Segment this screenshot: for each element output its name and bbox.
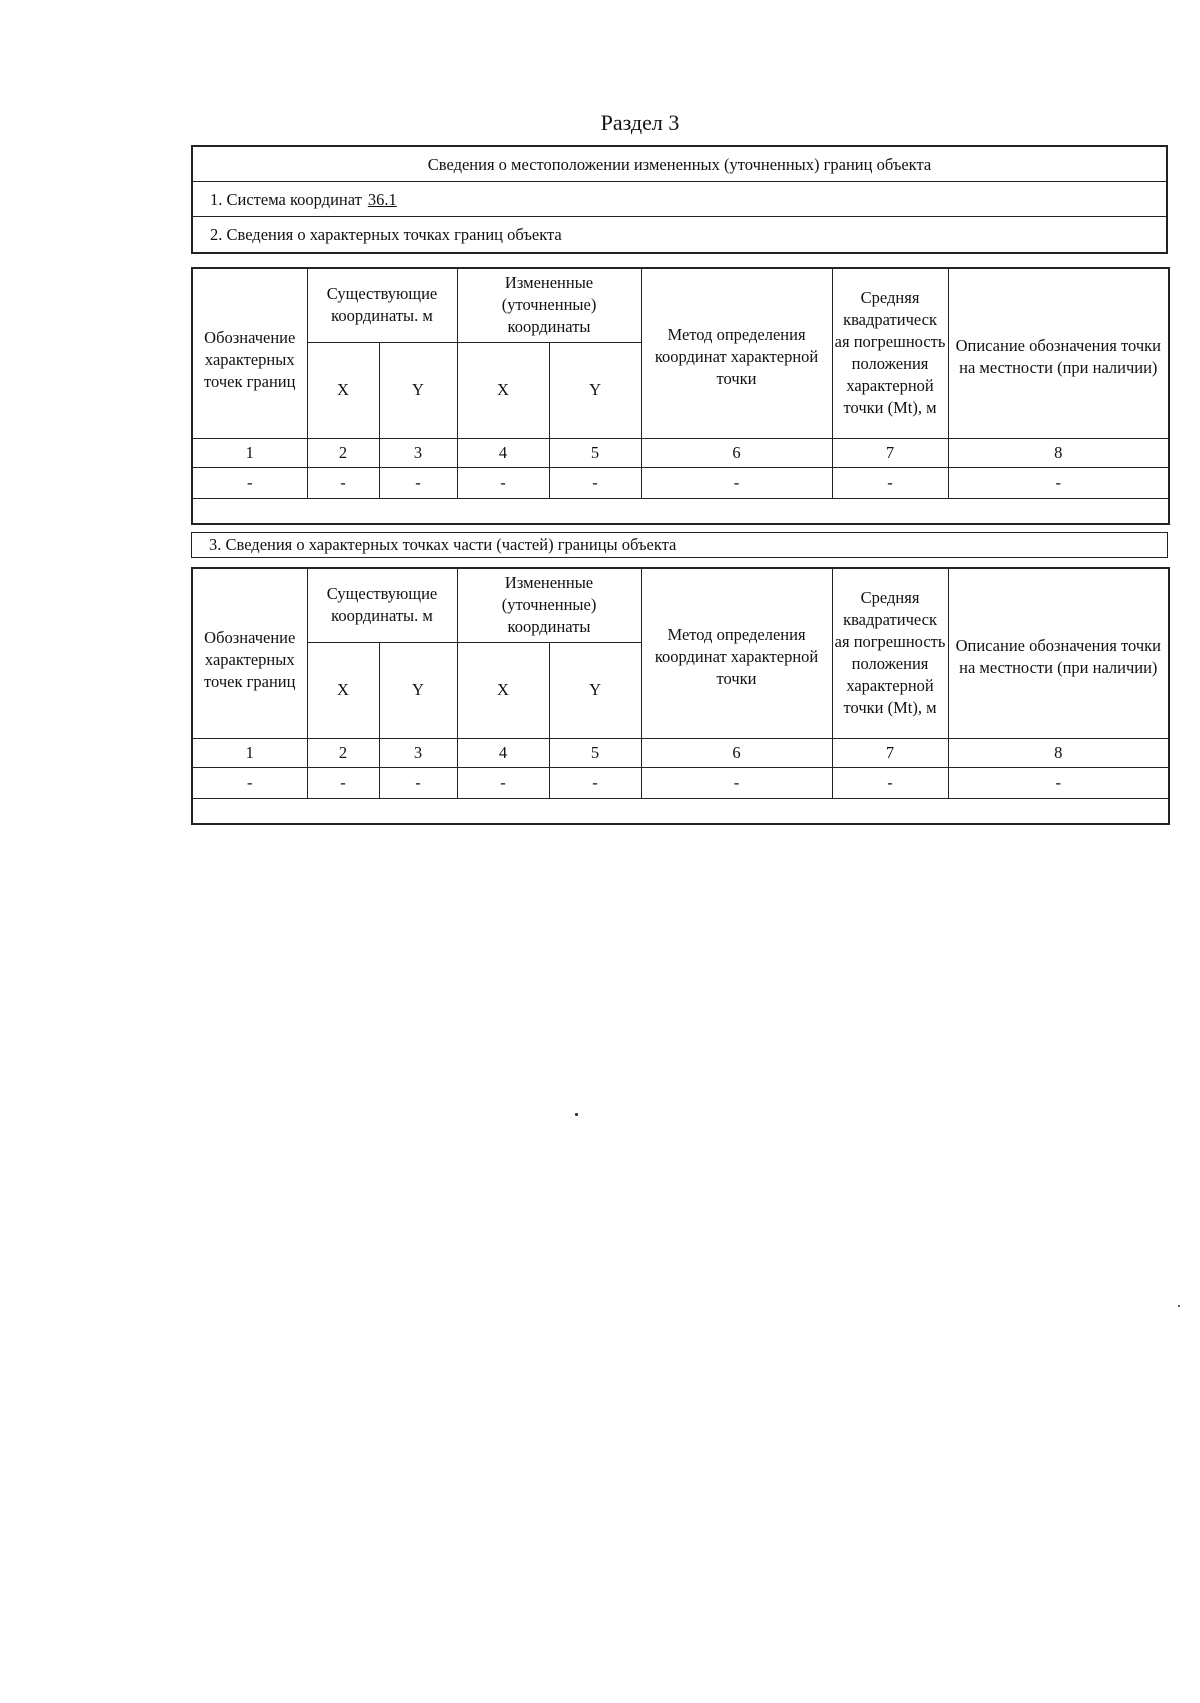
col-changed: Измененные (уточненные) координаты <box>457 568 641 642</box>
table-cell: - <box>641 767 832 798</box>
empty-cell <box>192 798 1169 824</box>
col-existing-y: Y <box>379 642 457 738</box>
table-cell: - <box>307 467 379 498</box>
table-cell: - <box>832 767 948 798</box>
col-changed-x: X <box>457 642 549 738</box>
empty-row <box>192 798 1169 824</box>
col-method: Метод определения координат характерной точки <box>641 268 832 438</box>
column-number: 2 <box>307 438 379 467</box>
part-points-title: 3. Сведения о характерных точках части (частей) границы объекта <box>191 532 1168 558</box>
col-changed-y: Y <box>549 342 641 438</box>
col-changed-y: Y <box>549 642 641 738</box>
col-existing: Существующие координаты. м <box>307 268 457 342</box>
boundary-points-table <box>191 267 1170 525</box>
col-error: Средняя квадратическ ая погрешность положения характерной точки (Mt), м <box>832 268 948 438</box>
table-row <box>192 767 1169 798</box>
coord-system-value: 36.1 <box>367 190 397 209</box>
column-number: 4 <box>457 738 549 767</box>
column-number: 1 <box>192 438 307 467</box>
coord-system-label: 1. Система координат <box>210 190 362 209</box>
empty-cell <box>192 498 1169 524</box>
scan-speck <box>575 1113 578 1116</box>
col-changed-x: X <box>457 342 549 438</box>
column-number: 3 <box>379 738 457 767</box>
column-number: 6 <box>641 438 832 467</box>
col-error: Средняя квадратическ ая погрешность положения характерной точки (Mt), м <box>832 568 948 738</box>
header-title: Сведения о местоположении измененных (уточненных) границ объекта <box>193 147 1166 182</box>
table-cell: - <box>641 467 832 498</box>
column-number: 4 <box>457 438 549 467</box>
table-cell: - <box>457 467 549 498</box>
col-designation: Обозначение характерных точек границ <box>192 568 307 738</box>
scan-speck <box>1178 1305 1180 1307</box>
col-existing: Существующие координаты. м <box>307 568 457 642</box>
table-cell: - <box>192 467 307 498</box>
col-existing-x: X <box>307 642 379 738</box>
col-description: Описание обозначения точки на местности (при наличии) <box>948 568 1169 738</box>
column-number: 7 <box>832 738 948 767</box>
empty-row <box>192 498 1169 524</box>
table-cell: - <box>457 767 549 798</box>
col-description: Описание обозначения точки на местности (при наличии) <box>948 268 1169 438</box>
col-changed: Измененные (уточненные) координаты <box>457 268 641 342</box>
object-info-header <box>191 145 1168 254</box>
table-cell: - <box>549 767 641 798</box>
col-existing-y: Y <box>379 342 457 438</box>
table-cell: - <box>948 767 1169 798</box>
table-cell: - <box>192 767 307 798</box>
column-number-row <box>192 738 1169 767</box>
table-row <box>192 467 1169 498</box>
column-number: 3 <box>379 438 457 467</box>
column-number: 1 <box>192 738 307 767</box>
col-designation: Обозначение характерных точек границ <box>192 268 307 438</box>
column-number: 5 <box>549 438 641 467</box>
table-cell: - <box>307 767 379 798</box>
column-number: 7 <box>832 438 948 467</box>
coord-system-row <box>193 182 1166 217</box>
column-number: 8 <box>948 438 1169 467</box>
table-cell: - <box>948 467 1169 498</box>
column-number: 8 <box>948 738 1169 767</box>
table-cell: - <box>549 467 641 498</box>
part-boundary-points-table <box>191 567 1170 825</box>
table-cell: - <box>379 767 457 798</box>
points-title: 2. Сведения о характерных точках границ объекта <box>210 225 562 244</box>
col-existing-x: X <box>307 342 379 438</box>
table-cell: - <box>379 467 457 498</box>
table-cell: - <box>832 467 948 498</box>
column-number-row <box>192 438 1169 467</box>
column-number: 5 <box>549 738 641 767</box>
column-number: 2 <box>307 738 379 767</box>
col-method: Метод определения координат характерной точки <box>641 568 832 738</box>
column-number: 6 <box>641 738 832 767</box>
section-title: Раздел 3 <box>600 110 680 135</box>
